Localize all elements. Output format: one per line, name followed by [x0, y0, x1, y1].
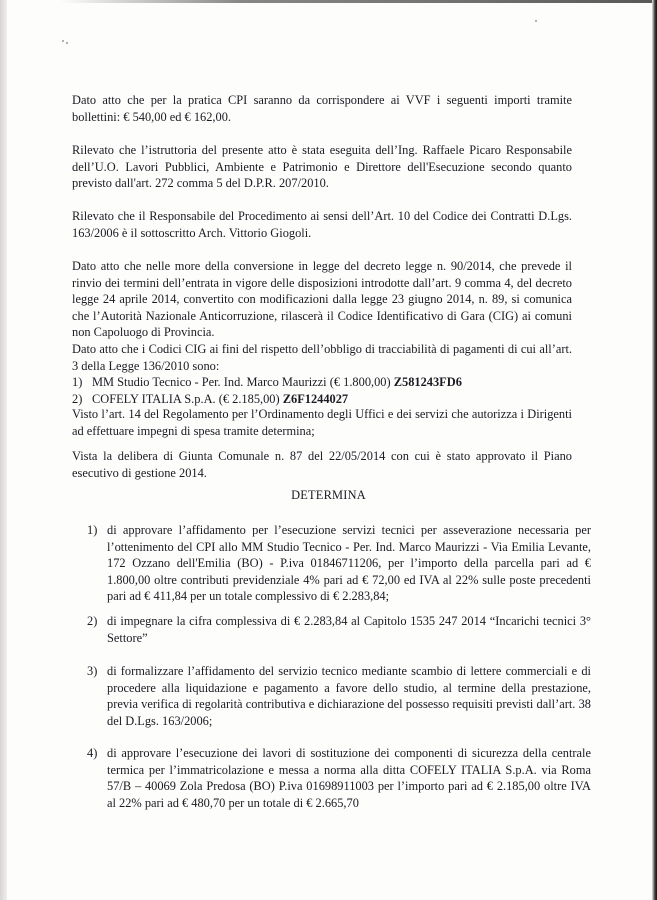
paragraph-delibera-giunta: Vista la delibera di Giunta Comunale n. 87 del 22/05/2014 con cui è stato approvato il Piano esecutivo di gestione 2014.	[72, 449, 572, 480]
item-text: di formalizzare l’affidamento del servizio tecnico mediante scambio di lettere commerciali e di procedere alla liquidazione e pagamento a favore dello studio, al termine della prestazione, previa verifica di regolarità contributiva e dichiarazione del possesso requisiti previsti dall’art. 38 del D.Lgs. 163/2006;	[107, 664, 591, 728]
cig-list-item	[72, 391, 592, 408]
scan-speck	[535, 20, 537, 22]
cig-item-description	[92, 374, 462, 391]
paragraph-cig-anac: Dato atto che nelle more della conversione in legge del decreto legge n. 90/2014, che prevede il rinvio dei termini dell’entrata in vigore delle disposizioni introdotte dall’art. 9 comma 4, del decreto legge 24 aprile 2014, convertito con modificazioni dalla legge 23 giugno 2014, n. 89, si comunica che l’Autorità Nazionale Anticorruzione, rilascerà il Codice Identificativo di Gara (CIG) ai comuni non Capoluogo di Provincia.	[72, 259, 572, 340]
scan-speck	[62, 40, 64, 42]
determination-item	[87, 613, 591, 646]
cig-item-number: 2)	[72, 391, 83, 406]
scan-edge-left	[0, 0, 7, 900]
paragraph-vvf-payments: Dato atto che per la pratica CPI saranno da corrispondere ai VVF i seguenti importi tramite bollettini: € 540,00 ed € 162,00.	[72, 93, 572, 124]
item-number: 4)	[87, 746, 98, 760]
cig-item-description	[92, 391, 348, 408]
determination-item	[87, 745, 591, 811]
section-heading-determina: DETERMINA	[291, 488, 366, 502]
cig-code-list	[72, 374, 592, 407]
determination-item	[87, 522, 591, 605]
item-text: di impegnare la cifra complessiva di € 2.283,84 al Capitolo 1535 247 2014 “Incarichi tecnici 3° Settore”	[107, 614, 591, 645]
paragraph-regolamento: Visto l’art. 14 del Regolamento per l’Ordinamento degli Uffici e dei servizi che autorizza i Dirigenti ad effettuare impegni di spesa tramite determina;	[72, 407, 572, 438]
item-number: 2)	[87, 614, 98, 628]
item-text: di approvare l’esecuzione dei lavori di sostituzione dei componenti di sicurezza della centrale termica per l’immatricolazione e messa a norma alla ditta COFELY ITALIA S.p.A. via Roma 57/B – 40069 Zola Predosa (BO) P.iva 01698911003 per l’importo pari ad € 2.185,00 oltre IVA al 22% pari ad € 480,70 per un totale di € 2.665,70	[107, 746, 591, 810]
cig-code: Z581243FD6	[393, 375, 462, 389]
cig-list-item	[72, 374, 592, 391]
scan-speck	[66, 42, 68, 44]
cig-item-text: MM Studio Tecnico - Per. Ind. Marco Maurizzi (€ 1.800,00)	[92, 375, 394, 389]
item-number: 3)	[87, 664, 98, 678]
cig-code: Z6F1244027	[282, 391, 349, 406]
paragraph-responsabile-procedimento: Rilevato che il Responsabile del Procedimento ai sensi dell’Art. 10 del Codice dei Contratti D.Lgs. 163/2006 è il sottoscritto Arch. Vittorio Giogoli.	[72, 209, 572, 240]
paragraph-cig-codes-intro: Dato atto che i Codici CIG ai fini del rispetto dell’obbligo di tracciabilità di pagamenti di cui all’art. 3 della Legge 136/2010 sono:	[72, 342, 572, 373]
cig-item-number: 1)	[72, 375, 83, 389]
item-text: di approvare l’affidamento per l’esecuzione servizi tecnici per asseverazione necessaria per l’ottenimento del CPI allo MM Studio Tecnico - Per. Ind. Marco Maurizzi - Via Emilia Levante, 172 Ozzano dell'Emilia (BO) - P.iva 01846711206, per l’importo della parcella pari ad € 1.800,00 oltre contributi previdenziale 4% pari ad € 72,00 ed IVA al 22% sulle poste precedenti pari ad € 411,84 per un totale complessivo di € 2.283,84;	[107, 523, 591, 604]
determination-item	[87, 663, 591, 729]
scan-edge-right	[652, 0, 657, 900]
item-number: 1)	[87, 523, 98, 537]
paragraph-istruttoria: Rilevato che l’istruttoria del presente atto è stata eseguita dell’Ing. Raffaele Picaro Responsabile dell’U.O. Lavori Pubblici, Ambiente e Patrimonio e Direttore dell'Esecuzione secondo quanto previsto dall'art. 272 comma 5 del D.P.R. 207/2010.	[72, 143, 572, 191]
cig-item-text: COFELY ITALIA S.p.A. (€ 2.185,00)	[92, 391, 283, 406]
scan-edge-top	[60, 0, 657, 3]
